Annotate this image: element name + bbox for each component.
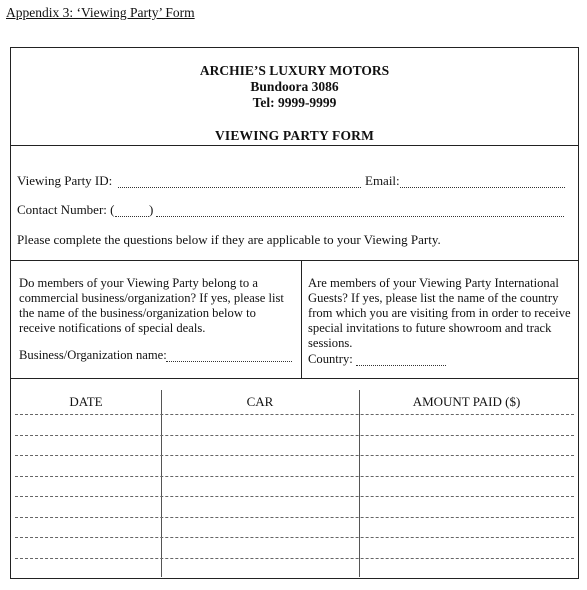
payments-table: [11, 378, 578, 578]
international-question-text: [308, 276, 571, 351]
question-line: commercial business/organization? If yes, please list: [19, 291, 284, 305]
table-row[interactable]: [15, 455, 574, 456]
column-header-car: CAR: [246, 394, 274, 409]
question-line: special invitations to future showroom and track: [308, 321, 552, 335]
party-info-section: [11, 145, 578, 261]
business-question: [11, 260, 302, 378]
table-row[interactable]: [15, 414, 574, 415]
table-row[interactable]: [15, 435, 574, 436]
question-line: from which you are visiting from in order to receive: [308, 306, 571, 320]
appendix-title: Appendix 3: ‘Viewing Party’ Form: [6, 5, 195, 20]
table-row[interactable]: [15, 558, 574, 559]
company-name: ARCHIE’S LUXURY MOTORS: [199, 63, 390, 78]
business-name-label: Business/Organization name:: [19, 348, 167, 362]
form-header: [11, 48, 578, 146]
instructions-text: Please complete the questions below if they are applicable to your Viewing Party.: [17, 232, 441, 247]
questions-section: [11, 260, 578, 379]
column-header-date: DATE: [69, 394, 103, 409]
country-label: Country:: [308, 352, 353, 366]
form-title: VIEWING PARTY FORM: [214, 128, 375, 143]
table-row[interactable]: [15, 476, 574, 477]
table-row[interactable]: [15, 517, 574, 518]
email-field[interactable]: [400, 187, 565, 188]
company-phone: Tel: 9999-9999: [252, 95, 337, 110]
area-code-field[interactable]: [115, 216, 149, 217]
question-line: receive notifications of special deals.: [19, 321, 206, 335]
email-label: Email:: [365, 173, 400, 188]
party-id-field[interactable]: [118, 187, 361, 188]
international-question: [302, 260, 578, 378]
company-suburb: Bundoora 3086: [250, 79, 339, 94]
column-header-amount: AMOUNT PAID ($): [412, 394, 521, 409]
country-field[interactable]: [356, 365, 446, 366]
question-line: Are members of your Viewing Party International: [308, 276, 559, 290]
question-line: the name of the business/organization below to: [19, 306, 256, 320]
table-row[interactable]: [15, 537, 574, 538]
column-divider: [359, 390, 360, 577]
party-id-label: Viewing Party ID:: [17, 173, 113, 188]
question-line: Do members of your Viewing Party belong to a: [19, 276, 258, 290]
business-question-text: [19, 276, 284, 336]
question-line: sessions.: [308, 336, 353, 350]
column-divider: [161, 390, 162, 577]
contact-number-label: Contact Number: (: [17, 202, 115, 217]
contact-close-paren: ): [149, 202, 154, 217]
contact-number-field[interactable]: [156, 216, 564, 217]
question-line: Guests? If yes, please list the name of the country: [308, 291, 559, 305]
table-row[interactable]: [15, 496, 574, 497]
viewing-party-form: [10, 47, 579, 579]
business-name-field[interactable]: [166, 361, 292, 362]
